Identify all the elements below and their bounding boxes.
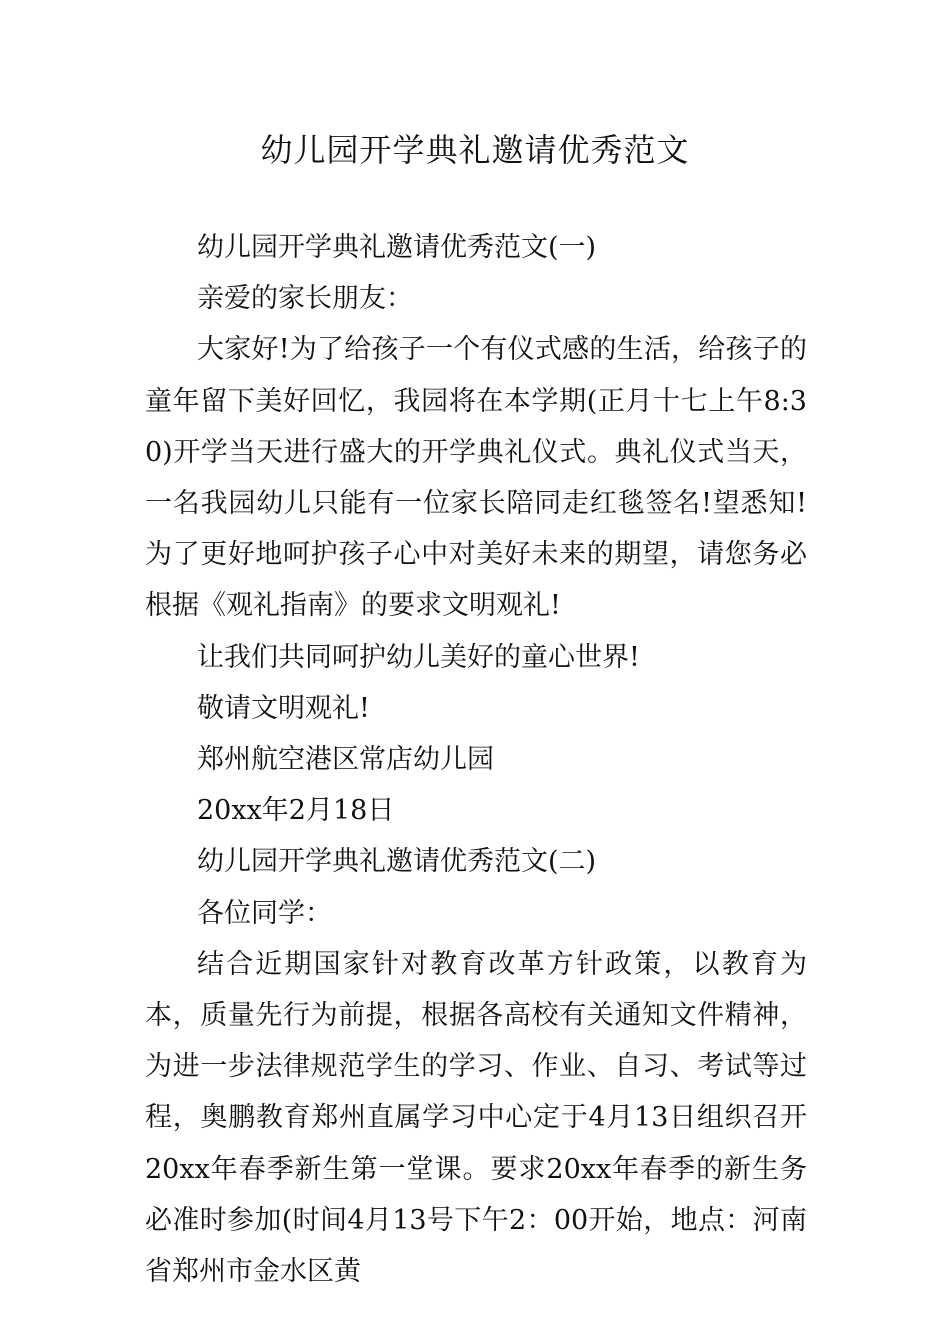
signature-date: 20xx年2月18日: [197, 795, 395, 827]
salutation-2: 各位同学：: [197, 897, 332, 929]
document-body: [145, 222, 807, 1297]
document-title: 幼儿园开学典礼邀请优秀范文: [260, 131, 690, 169]
paragraph-notice: 结合近期国家针对教育改革方针政策，以教育为本，质量先行为前提，根据各高校有关通知文件精神，为进一步法律规范学生的学习、作业、自习、考试等过程，奥鹏教育郑州直属学习中心定于4月13日组织召开20xx年春季新生第一堂课。要求20xx年春季的新生务必准时参加(时间4月13号下午2：00开始，地点：河南省郑州市金水区黄: [145, 948, 807, 1288]
paragraph-request: 敬请文明观礼!: [197, 692, 370, 724]
salutation-1: 亲爱的家长朋友：: [197, 283, 413, 315]
paragraph-closing: 让我们共同呵护幼儿美好的童心世界!: [197, 641, 640, 673]
section-heading-1: 幼儿园开学典礼邀请优秀范文(一): [197, 232, 597, 263]
paragraph-invitation: 大家好!为了给孩子一个有仪式感的生活，给孩子的童年留下美好回忆，我园将在本学期(正月十七上午8:30)开学当天进行盛大的开学典礼仪式。典礼仪式当天，一名我园幼儿只能有一位家长陪同走红毯签名!望悉知!为了更好地呵护孩子心中对美好未来的期望，请您务必根据《观礼指南》的要求文明观礼!: [145, 334, 807, 622]
signature-organization: 郑州航空港区常店幼儿园: [197, 744, 494, 776]
section-heading-2: 幼儿园开学典礼邀请优秀范文(二): [197, 846, 597, 878]
